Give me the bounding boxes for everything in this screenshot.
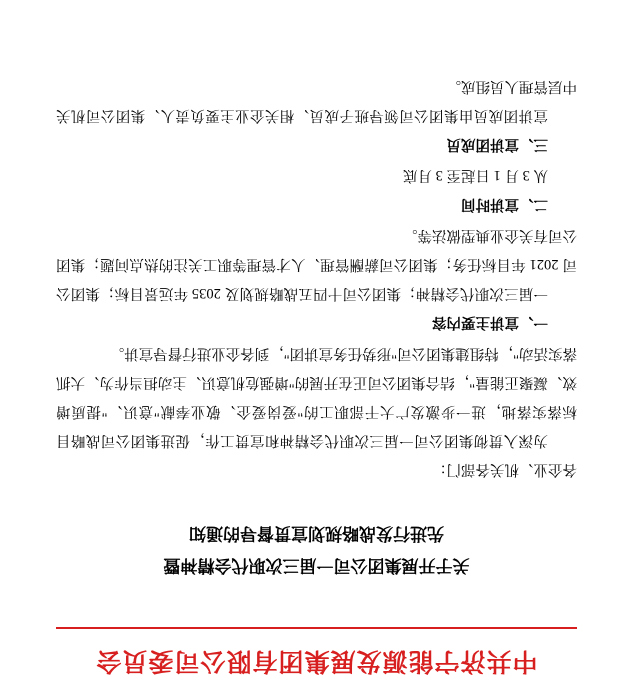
masthead-divider: [56, 627, 577, 629]
section-3-text: 宣讲团成员由集团公司领导班子成员、相关企业主要负责人、集团公司机关中层管理人员组成。: [56, 77, 577, 123]
masthead-title: 中共济宁能源发展集团有限公司委员会: [95, 647, 538, 674]
section-1-text: 一届三次职代会精神；集团公司十四五战略规划及 2035 年远景目标；集团公司 2021 年目标任务；集团公司薪酬管理、人才管理等职工关注的热点问题；集团公司有关企业典型做法等。: [56, 226, 577, 301]
section-2-heading: 二、宣讲时间: [461, 195, 548, 212]
opening-paragraph: 为深入贯彻集团公司一届三次职代会精神和宣贯工作，促进集团公司战略目标落实落地，进一步激发广大干部职工的"爱岗爱企、敬业奉献"意识、"提质增效、凝聚正能量"，结合集团公司正在开展的"增强危机意识、主动担当作为、大抓落实活动"，特组建集团公司"形势任务宣讲团"，到各企业进行督导宣讲。: [56, 344, 577, 448]
salutation: 各企业、机关各部门：: [432, 460, 577, 477]
section-2-text: 从 3 月 1 日起至 3 月底: [403, 166, 548, 183]
document-title-line-1: 关于开展集团公司一届三次职代会精神暨: [163, 556, 470, 576]
section-3-heading: 三、宣讲团成员: [446, 135, 548, 152]
document-title: [56, 517, 577, 582]
document-body: [56, 71, 577, 483]
document-title-line-2: 先进行发战略规划宣贯督导的通知: [189, 523, 444, 543]
section-1-heading: 一、宣讲主要内容: [432, 313, 548, 330]
